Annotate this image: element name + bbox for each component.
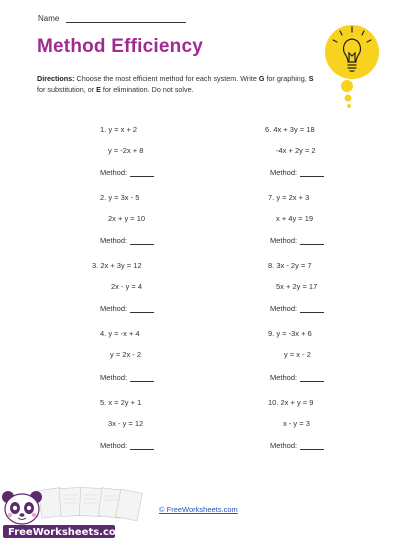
name-line[interactable] bbox=[66, 14, 186, 23]
directions bbox=[37, 73, 317, 95]
page-title: Method Efficiency bbox=[37, 36, 203, 57]
problem-5-eq1: 5. x = 2y + 1 bbox=[100, 398, 142, 407]
problem-4-eq1: 4. y = -x + 4 bbox=[100, 329, 140, 338]
method-label: Method: bbox=[270, 236, 298, 245]
method-answer-blank[interactable] bbox=[130, 237, 154, 245]
method-answer-blank[interactable] bbox=[130, 442, 154, 450]
lightbulb-icon bbox=[318, 20, 380, 110]
problem-6-method bbox=[270, 168, 324, 177]
directions-label: Directions: bbox=[37, 74, 75, 83]
method-label: Method: bbox=[100, 168, 128, 177]
method-label: Method: bbox=[270, 441, 298, 450]
method-answer-blank[interactable] bbox=[300, 442, 324, 450]
method-label: Method: bbox=[100, 236, 128, 245]
problem-8-eq2: 5x + 2y = 17 bbox=[276, 282, 318, 291]
problem-4-eq2: y = 2x - 2 bbox=[110, 350, 142, 359]
problem-5-eq2: 3x - y = 12 bbox=[108, 419, 144, 428]
problem-7-eq2: x + 4y = 19 bbox=[276, 214, 314, 223]
directions-text-4: for elimination. Do not solve. bbox=[100, 85, 194, 94]
problem-8-eq1: 8. 3x - 2y = 7 bbox=[268, 261, 312, 270]
problem-1-eq2: y = -2x + 8 bbox=[108, 146, 144, 155]
problem-5-method bbox=[100, 441, 154, 450]
method-label: Method: bbox=[100, 441, 128, 450]
problem-10-eq1: 10. 2x + y = 9 bbox=[268, 398, 314, 407]
problem-3-eq1: 3. 2x + 3y = 12 bbox=[92, 261, 142, 270]
problem-3-method bbox=[100, 304, 154, 313]
problem-9-eq2: y = x - 2 bbox=[284, 350, 311, 359]
method-label: Method: bbox=[270, 168, 298, 177]
method-label: Method: bbox=[270, 304, 298, 313]
method-answer-blank[interactable] bbox=[130, 374, 154, 382]
method-answer-blank[interactable] bbox=[300, 237, 324, 245]
problem-6-eq2: -4x + 2y = 2 bbox=[276, 146, 316, 155]
method-answer-blank[interactable] bbox=[300, 374, 324, 382]
freeworksheets-logo bbox=[0, 483, 150, 539]
problem-2-eq2: 2x + y = 10 bbox=[108, 214, 146, 223]
problem-6-eq1: 6. 4x + 3y = 18 bbox=[265, 125, 315, 134]
svg-text:FreeWorksheets.com: FreeWorksheets.com bbox=[8, 527, 127, 538]
problem-8-method bbox=[270, 304, 324, 313]
problem-1-eq1: 1. y = x + 2 bbox=[100, 125, 138, 134]
problem-9-method bbox=[270, 373, 324, 382]
method-label: Method: bbox=[100, 304, 128, 313]
directions-e: E bbox=[96, 85, 101, 94]
method-label: Method: bbox=[100, 373, 128, 382]
problem-2-method bbox=[100, 236, 154, 245]
method-label: Method: bbox=[270, 373, 298, 382]
problem-10-eq2: x - y = 3 bbox=[283, 419, 310, 428]
name-label: Name bbox=[38, 14, 60, 23]
problem-10-method bbox=[270, 441, 324, 450]
method-answer-blank[interactable] bbox=[130, 305, 154, 313]
directions-g: G bbox=[258, 74, 265, 83]
name-row bbox=[38, 14, 186, 23]
directions-text-1: Choose the most efficient method for each system. Write bbox=[74, 74, 259, 83]
footer-link[interactable]: © FreeWorksheets.com bbox=[159, 505, 238, 514]
problem-4-method bbox=[100, 373, 154, 382]
method-answer-blank[interactable] bbox=[130, 169, 154, 177]
problem-9-eq1: 9. y = -3x + 6 bbox=[268, 329, 312, 338]
problem-7-method bbox=[270, 236, 324, 245]
problem-2-eq1: 2. y = 3x - 5 bbox=[100, 193, 140, 202]
directions-s: S bbox=[308, 74, 314, 83]
problem-1-method bbox=[100, 168, 154, 177]
method-answer-blank[interactable] bbox=[300, 169, 324, 177]
directions-text-2: for graphing, bbox=[264, 74, 309, 83]
method-answer-blank[interactable] bbox=[300, 305, 324, 313]
problem-7-eq1: 7. y = 2x + 3 bbox=[268, 193, 310, 202]
problem-3-eq2: 2x - y = 4 bbox=[111, 282, 143, 291]
panda-mascot-icon bbox=[2, 491, 42, 524]
directions-text-3: for substitution, or bbox=[37, 85, 97, 94]
